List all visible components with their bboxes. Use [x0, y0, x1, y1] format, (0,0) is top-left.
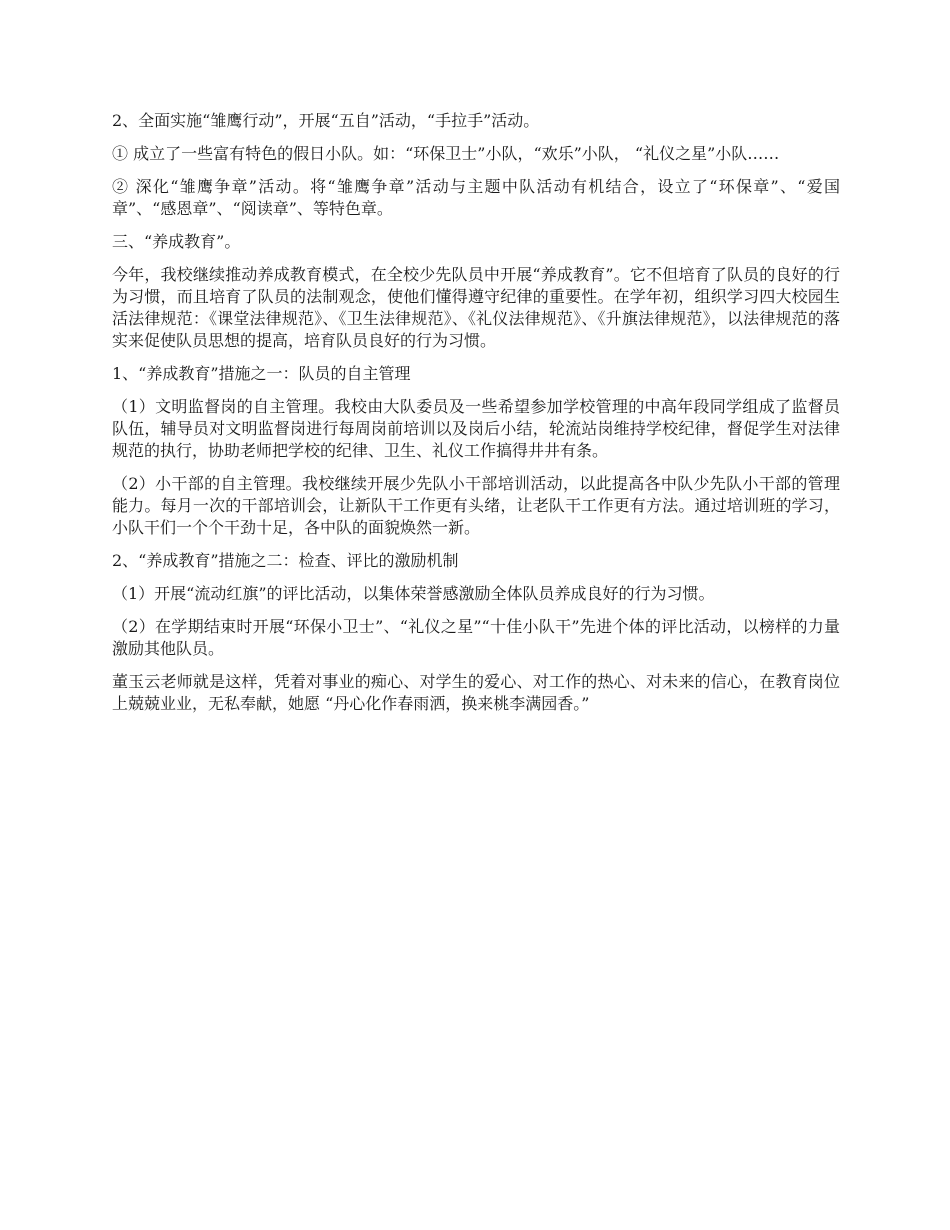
subheading-measure-one: 1、“养成教育”措施之一：队员的自主管理 — [112, 364, 411, 383]
body-paragraph-conclusion: 董玉云老师就是这样，凭着对事业的痴心、对学生的爱心、对工作的热心、对未来的信心，在教育岗位上兢兢业业，无私奉献，她愿 “丹心化作春雨洒，换来桃李满园香。” — [112, 672, 840, 713]
body-paragraph-awards: （2）在学期结束时开展“环保小卫士”、“礼仪之星”“十佳小队干”先进个体的评比活动，以榜样的力量激励其他队员。 — [112, 617, 840, 658]
list-item-holiday-teams: ① 成立了一些富有特色的假日小队。如：“环保卫士”小队，“欢乐”小队， “礼仪之星”小队…… — [112, 144, 780, 163]
document-body — [112, 110, 840, 726]
body-paragraph-cadre-management: （2）小干部的自主管理。我校继续开展少先队小干部培训活动，以此提高各中队少先队小干部的管理能力。每月一次的干部培训会，让新队干工作更有头绪，让老队干工作更有方法。通过培训班的学习，小队干们一个个干劲十足，各中队的面貌焕然一新。 — [112, 474, 840, 537]
body-paragraph-habit-education: 今年，我校继续推动养成教育模式，在全校少先队员中开展“养成教育”。它不但培育了队员的良好的行为习惯，而且培育了队员的法制观念，使他们懂得遵守纪律的重要性。在学年初，组织学习四大校园生活法律规范：《课堂法律规范》、《卫生法律规范》、《礼仪法律规范》、《升旗法律规范》，以法律规范的落实来促使队员思想的提高，培育队员良好的行为习惯。 — [112, 265, 840, 350]
list-item-badge-activity: ② 深化“雏鹰争章”活动。将“雏鹰争章”活动与主题中队活动有机结合，设立了“环保章”、“爱国章”、“感恩章”、“阅读章”、等特色章。 — [112, 177, 840, 218]
body-paragraph-red-flag: （1）开展“流动红旗”的评比活动，以集体荣誉感激励全体队员养成良好的行为习惯。 — [112, 584, 715, 603]
body-paragraph-monitor-posts: （1）文明监督岗的自主管理。我校由大队委员及一些希望参加学校管理的中高年段同学组成了监督员队伍，辅导员对文明监督岗进行每周岗前培训以及岗后小结，轮流站岗维持学校纪律，督促学生对法律规范的执行，协助老师把学校的纪律、卫生、礼仪工作搞得井井有条。 — [112, 397, 840, 460]
section-heading-habit-education: 三、“养成教育”。 — [112, 232, 241, 251]
subheading-measure-two: 2、“养成教育”措施之二：检查、评比的激励机制 — [112, 551, 459, 570]
section-heading-eagle-action: 2、全面实施“雏鹰行动”，开展“五自”活动，“手拉手”活动。 — [112, 111, 540, 130]
